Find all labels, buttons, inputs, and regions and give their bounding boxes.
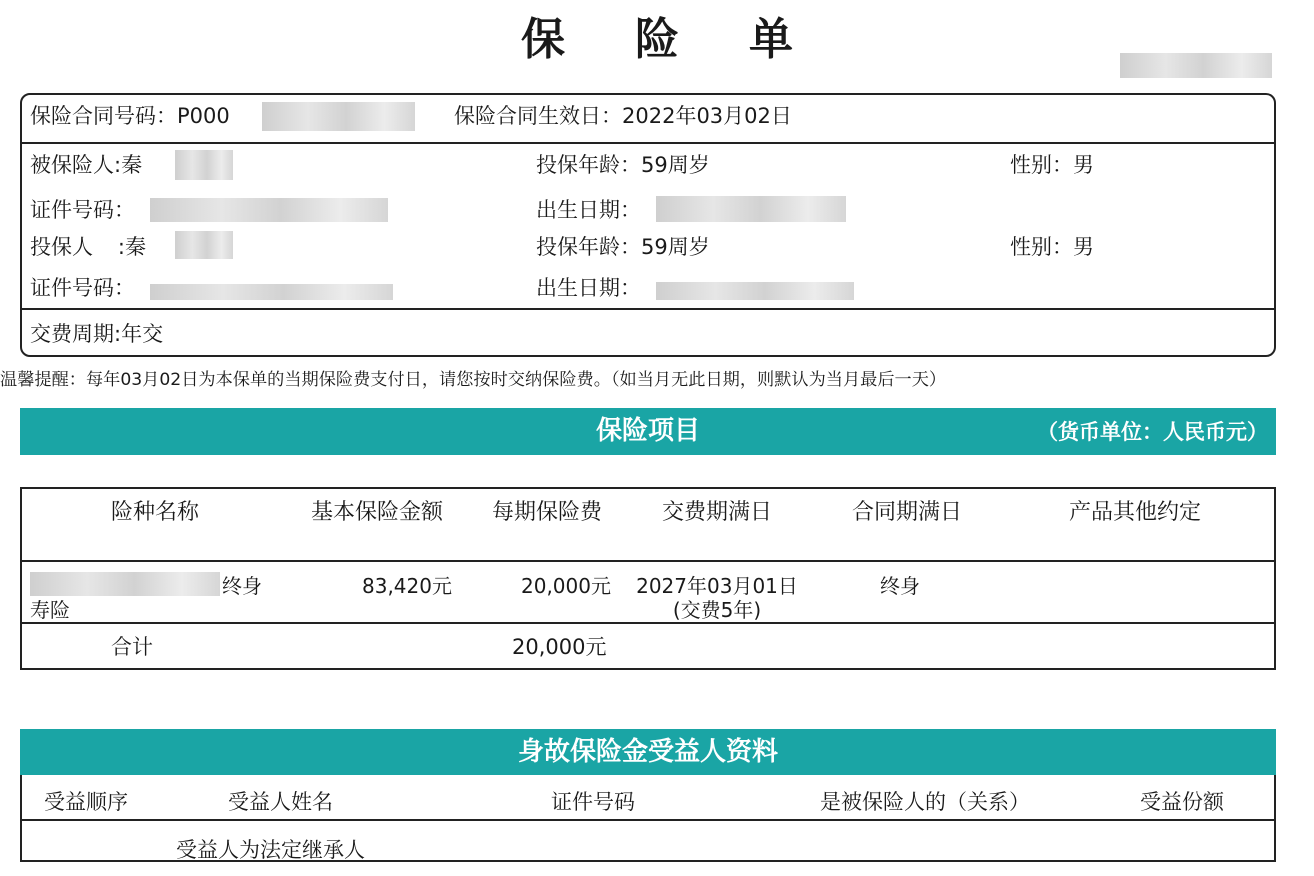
header-beneficiary-share: 受益份额: [1140, 790, 1224, 814]
redacted-insured-id: [150, 198, 388, 222]
holder-age-value: 59周岁: [641, 235, 710, 259]
redacted-holder-name: [175, 231, 233, 259]
header-premium: 每期保险费: [491, 500, 602, 525]
header-pay-end-date: 交费期满日: [661, 500, 772, 525]
insured-name-value: 秦: [121, 153, 143, 177]
holder-gender-label: 性别：: [1010, 235, 1073, 259]
divider: [22, 819, 1274, 821]
header-contract-end-date: 合同期满日: [851, 500, 962, 525]
effective-date: [454, 102, 792, 130]
product-name-part1: 终身: [222, 574, 262, 598]
contract-end-value: 终身: [880, 574, 920, 598]
effective-date-label: 保险合同生效日：: [454, 104, 622, 128]
holder-birth-label: 出生日期：: [536, 276, 641, 300]
redacted-product-name: [30, 572, 220, 596]
insured-name: [30, 151, 142, 179]
redacted-insured-name: [175, 150, 233, 180]
divider: [22, 308, 1274, 310]
holder-age: [536, 233, 710, 261]
insured-id: [30, 196, 135, 224]
redacted-contract-number: [262, 102, 415, 131]
insured-age-value: 59周岁: [641, 153, 710, 177]
holder-name-label: 投保人: [30, 235, 93, 259]
redacted-holder-id: [150, 284, 393, 300]
holder-gender: [1010, 233, 1094, 261]
insured-name-label: 被保险人:: [30, 153, 122, 177]
redacted-stamp: [1120, 53, 1272, 78]
holder-gender-value: 男: [1073, 235, 1094, 259]
header-basic-amount: 基本保险金额: [310, 500, 443, 525]
beneficiary-title: 身故保险金受益人资料: [517, 737, 778, 767]
insured-gender-value: 男: [1073, 153, 1094, 177]
insured-gender: [1010, 151, 1094, 179]
document-title: 保险单: [521, 14, 863, 65]
payment-period-value: 年交: [121, 322, 164, 346]
header-beneficiary-relation: 是被保险人的（关系）: [820, 790, 1030, 814]
contract-number-label: 保险合同号码：: [30, 104, 177, 128]
payment-reminder: 温馨提醒：每年03月02日为本保单的当期保险费支付日，请您按时交纳保险费。（如当月无此日期，则默认为当月最后一天）: [0, 370, 947, 390]
header-beneficiary-name: 受益人姓名: [228, 790, 333, 814]
effective-date-value: 2022年03月02日: [622, 104, 792, 128]
holder-id-label: 证件号码：: [30, 276, 135, 300]
insured-birth: [536, 196, 641, 224]
contract-number: [30, 102, 230, 130]
divider: [22, 560, 1274, 562]
holder-name-value: 秦: [125, 235, 146, 259]
total-value: 20,000元: [512, 635, 607, 659]
product-name-part2: 寿险: [30, 598, 70, 622]
total-label: 合计: [111, 635, 153, 659]
beneficiary-note: 受益人为法定继承人: [176, 838, 365, 862]
beneficiary-bar: [20, 729, 1276, 775]
header-beneficiary-order: 受益顺序: [44, 790, 128, 814]
holder-id: [30, 274, 135, 302]
header-beneficiary-id: 证件号码: [551, 790, 635, 814]
holder-name: [30, 233, 146, 261]
insured-id-label: 证件号码：: [30, 198, 135, 222]
redacted-insured-birth: [656, 196, 846, 222]
insurance-items-bar: [20, 408, 1276, 455]
insurance-items-title: 保险项目: [595, 416, 700, 446]
insured-birth-label: 出生日期：: [536, 198, 641, 222]
premium-value: 20,000元: [521, 574, 611, 598]
payment-period-label: 交费周期:: [30, 322, 122, 346]
contract-info-box: [20, 93, 1276, 357]
insured-age: [536, 151, 710, 179]
divider: [22, 142, 1274, 144]
insured-gender-label: 性别：: [1010, 153, 1073, 177]
contract-number-value: P000: [177, 104, 230, 128]
insured-age-label: 投保年龄：: [536, 153, 641, 177]
header-product-name: 险种名称: [110, 500, 199, 525]
pay-end-date-value: 2027年03月01日: [636, 574, 798, 598]
currency-note: （货币单位：人民币元）: [1037, 420, 1268, 444]
pay-years-value: (交费5年): [672, 598, 762, 622]
header-other-terms: 产品其他约定: [1068, 500, 1201, 525]
payment-period: [30, 320, 163, 348]
holder-birth: [536, 274, 641, 302]
basic-amount-value: 83,420元: [362, 574, 452, 598]
redacted-holder-birth: [656, 282, 854, 300]
holder-age-label: 投保年龄：: [536, 235, 641, 259]
holder-name-colon: :: [117, 235, 125, 259]
